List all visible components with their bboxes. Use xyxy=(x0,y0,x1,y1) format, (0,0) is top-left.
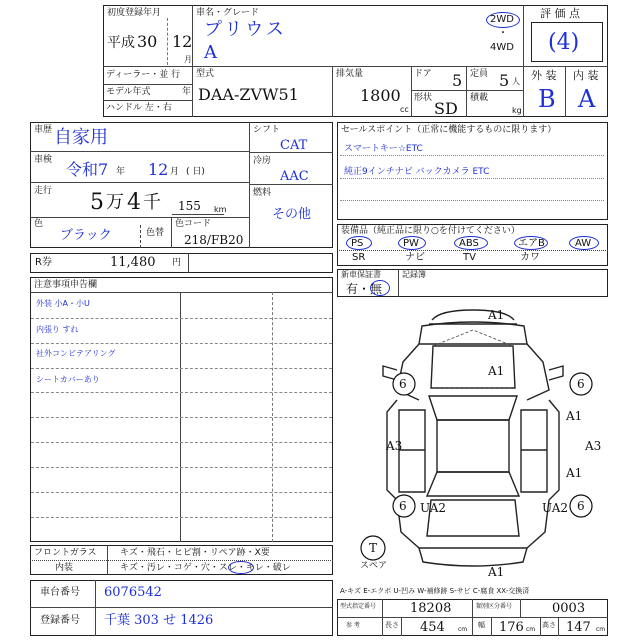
note-item-3: 社外コンビテアリング xyxy=(36,349,116,358)
equip-pw: PW xyxy=(403,238,419,249)
load-label: 積載 xyxy=(470,93,489,103)
type-designation-value: 18208 xyxy=(410,601,452,616)
mileage-sen-unit: 千 xyxy=(143,192,161,213)
sales-point-line2: 純正9インチナビ バックカメラ ETC xyxy=(344,167,490,177)
displacement-value: 1800 xyxy=(360,86,401,105)
width-unit: cm xyxy=(526,626,536,633)
mileage-thousands: 4 xyxy=(127,190,141,215)
tire-rear-right: 6 xyxy=(577,499,585,513)
damage-rear: A1 xyxy=(488,565,505,579)
equip-tv: TV xyxy=(463,252,476,263)
color-change-label: 色替 xyxy=(146,228,165,238)
notes-block xyxy=(30,277,333,542)
recycle-amount: 11,480 xyxy=(110,255,156,270)
note-item-4: シートカバーあり xyxy=(36,375,100,384)
first-reg-month: 12 xyxy=(172,32,193,51)
first-reg-year: 30 xyxy=(137,32,158,51)
model-value: DAA-ZVW51 xyxy=(198,85,299,104)
mileage-label: 走行 xyxy=(34,186,53,196)
color-code-label: 色コード xyxy=(175,219,212,229)
damage-legend: A-キズ E-エクボ U-凹み W-補修跡 S-サビ C-腐食 XX-交換済 xyxy=(340,587,530,595)
car-damage-diagram xyxy=(337,300,608,585)
shift-label: シフト xyxy=(253,125,281,135)
plate-label: 登録番号 xyxy=(40,615,80,626)
model-year-label: モデル年式 xyxy=(106,87,151,97)
type-designation-label: 型式指定番号 xyxy=(340,603,377,610)
drive-4wd: 4WD xyxy=(490,42,514,53)
drive-2wd: 2WD xyxy=(490,14,514,25)
equipment-label: 装備品（純正品に限り○を付けてください） xyxy=(341,226,520,236)
mileage-sub: 155 xyxy=(178,199,201,213)
warranty-label: 新車保証書 xyxy=(341,270,381,279)
inspection-month-unit: 月 xyxy=(170,167,180,177)
first-reg-month-unit: 月 xyxy=(184,55,192,64)
capacity-value: 5 xyxy=(499,71,510,90)
equip-aw: AW xyxy=(575,238,592,249)
tire-rear-left: 6 xyxy=(399,499,407,513)
interior-label: 内 装 xyxy=(573,69,599,82)
tire-front-left: 6 xyxy=(399,377,407,391)
equip-sr: SR xyxy=(352,252,366,263)
fuel-value: その他 xyxy=(272,207,312,222)
spare-tire-label: スペア xyxy=(360,561,388,571)
length-unit: cm xyxy=(458,626,468,633)
car-name-label: 車名・グレード xyxy=(196,8,260,18)
chassis-label: 車台番号 xyxy=(40,587,80,598)
first-reg-label: 初度登録年月 xyxy=(107,8,162,18)
mileage-unit: km xyxy=(214,205,227,214)
note-item-1: 外装 小A・小U xyxy=(36,299,90,308)
damage-hood: A1 xyxy=(488,364,505,378)
height-label: 高さ xyxy=(542,621,556,629)
model-year-unit: 年 xyxy=(182,87,192,97)
chassis-number: 6076542 xyxy=(104,585,162,600)
dealer-label: ディーラー・並 行 xyxy=(106,70,181,80)
interior-cond-value: キズ・汚レ・コゲ・穴・スレ・キレ・破レ xyxy=(120,563,291,573)
handle-label: ハンドル 左・右 xyxy=(106,103,172,113)
usage-value: 自家用 xyxy=(54,127,108,148)
shape-value: SD xyxy=(434,99,458,118)
load-unit: kg xyxy=(512,106,522,115)
width-value: 176 xyxy=(499,620,524,635)
drive-separator: ・ xyxy=(498,28,508,39)
height-unit: cm xyxy=(596,626,606,633)
interior-cond-label: 内装 xyxy=(55,563,74,573)
eval-score: (4) xyxy=(548,30,580,55)
inspection-day: ( 日) xyxy=(186,167,205,177)
damage-right-front-door: A1 xyxy=(566,409,583,423)
color-label: 色 xyxy=(34,219,44,229)
recycle-unit: 円 xyxy=(172,258,182,268)
exterior-label: 外 装 xyxy=(531,69,557,82)
aircon-label: 冷房 xyxy=(253,156,272,166)
width-label: 幅 xyxy=(478,621,485,629)
eval-label: 評 価 点 xyxy=(540,7,580,20)
fuel-label: 燃料 xyxy=(253,188,272,198)
equip-abs: ABS xyxy=(459,238,479,249)
sales-point-line1: スマートキー☆ETC xyxy=(344,144,423,154)
color-code-value: 218/FB20 xyxy=(184,233,244,247)
plate-number: 千葉 303 せ 1426 xyxy=(104,613,214,628)
capacity-label: 定員 xyxy=(470,69,489,79)
displacement-unit: cc xyxy=(400,105,409,114)
interior-grade: A xyxy=(578,85,596,113)
damage-left-lower: UA2 xyxy=(420,501,447,515)
usage-label: 車歴 xyxy=(34,125,53,135)
mileage-ten-thousands: 5 xyxy=(90,190,104,215)
displacement-label: 排気量 xyxy=(336,69,364,79)
records-label: 記録簿 xyxy=(402,270,426,279)
category-value: 0003 xyxy=(552,601,586,616)
aircon-value: AAC xyxy=(280,169,309,184)
recycle-label: R券 xyxy=(35,257,52,268)
recycle-block xyxy=(30,253,333,273)
damage-front-top: A1 xyxy=(488,308,505,322)
front-glass-value: キズ・飛石・ヒビ割・リペア跡・X要 xyxy=(120,548,270,558)
damage-right-lower: UA2 xyxy=(542,501,569,515)
sales-point-label: セールスポイント（正常に機能するものに限ります） xyxy=(341,125,557,135)
length-label: 長さ xyxy=(385,621,399,629)
length-value: 454 xyxy=(420,620,445,635)
spare-tire-mark: T xyxy=(369,541,378,555)
damage-right-rear-door: A1 xyxy=(566,466,583,480)
capacity-unit: 人 xyxy=(512,77,520,86)
shape-label: 形状 xyxy=(414,93,433,103)
inspection-era: 令和7 xyxy=(66,160,109,179)
damage-right-side: A3 xyxy=(585,439,602,453)
length-ref-label: 参 考 xyxy=(346,622,360,629)
mileage-man-unit: 万 xyxy=(106,192,124,213)
equip-airbag: エアB xyxy=(518,238,545,249)
front-glass-label: フロントガラス xyxy=(34,548,97,558)
car-grade: A xyxy=(204,42,217,63)
shift-value: CAT xyxy=(280,138,308,153)
equip-ps: PS xyxy=(351,238,364,249)
inspection-month: 12 xyxy=(148,160,169,179)
notes-label: 注意事項申告欄 xyxy=(34,280,98,290)
warranty-value: 有・無 xyxy=(346,282,383,296)
tire-front-right: 6 xyxy=(577,377,585,391)
equip-leather: カワ xyxy=(520,252,540,263)
damage-left-side: A3 xyxy=(386,439,403,453)
door-value: 5 xyxy=(452,71,463,90)
equip-navi: ナビ xyxy=(405,252,425,263)
category-label: 類別区分番号 xyxy=(476,603,513,610)
height-value: 147 xyxy=(566,620,591,635)
inspection-year-unit: 年 xyxy=(116,167,126,177)
note-item-2: 内張り すれ xyxy=(36,325,79,334)
inspection-label: 車検 xyxy=(34,155,53,165)
exterior-grade: B xyxy=(538,85,556,113)
first-reg-era: 平成 xyxy=(107,35,135,51)
door-label: ドア xyxy=(414,69,432,79)
car-name: プリウス xyxy=(204,19,287,40)
model-label: 型式 xyxy=(196,69,215,79)
color-value: ブラック xyxy=(60,228,112,243)
